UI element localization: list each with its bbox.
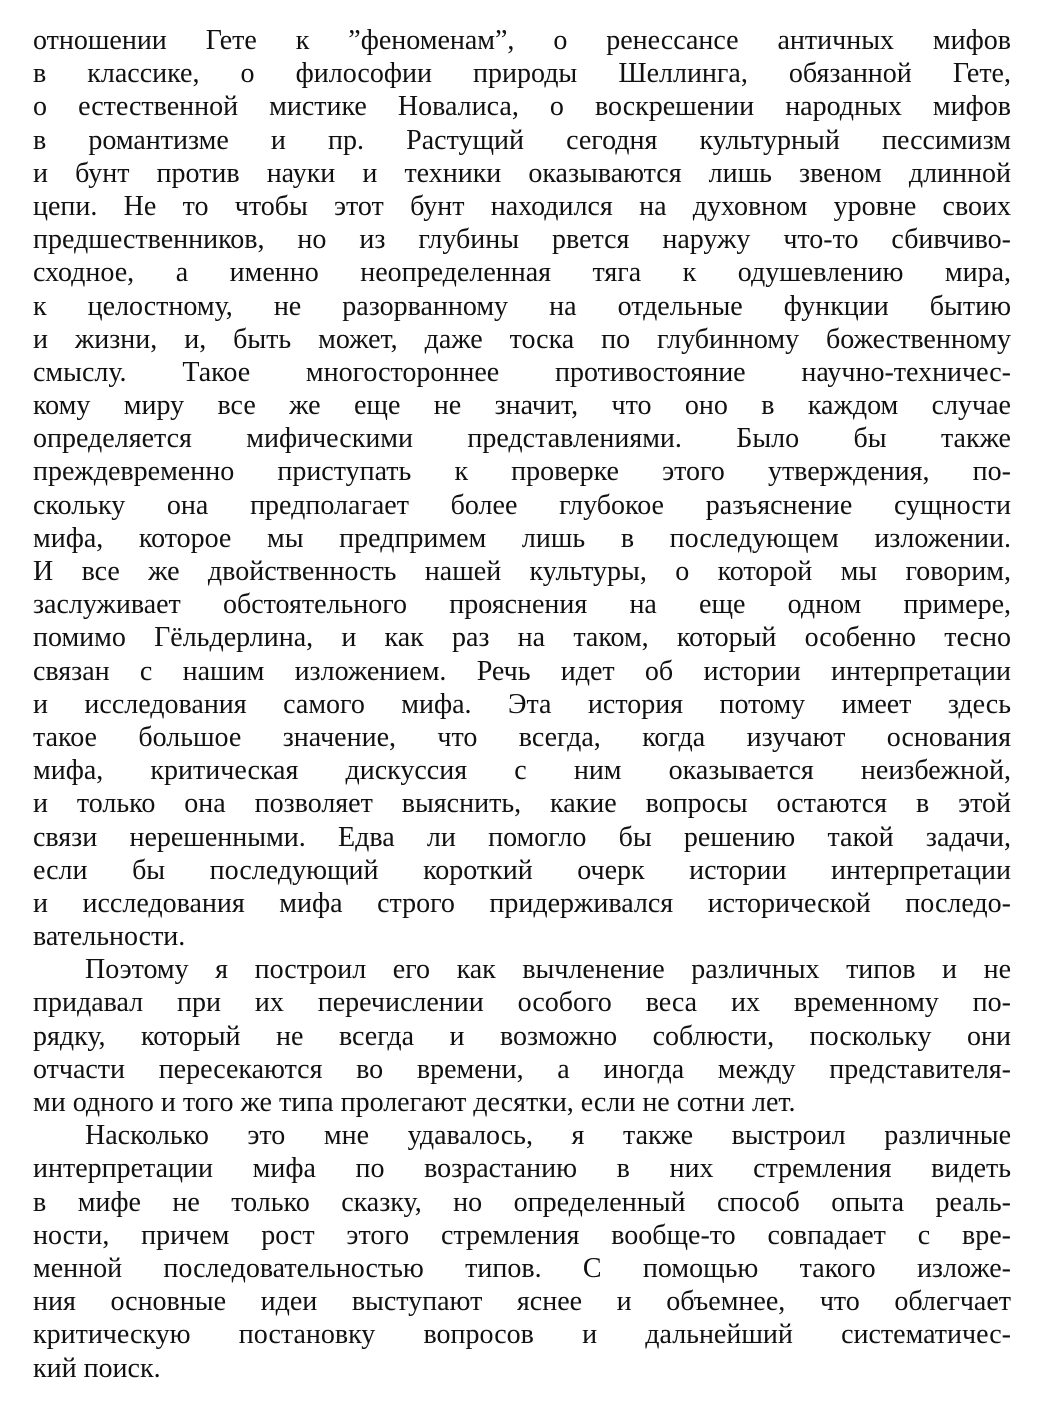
text-line: преждевременно приступать к проверке этого утверждения, по- (33, 456, 1011, 488)
text-line: предшественников, но из глубины рвется наружу что-то сбивчиво- (33, 224, 1011, 256)
text-line: рядку, который не всегда и возможно соблюсти, поскольку они (33, 1020, 1011, 1052)
paragraph-2 (33, 953, 1011, 1119)
text-line: связи нерешенными. Едва ли помогло бы решению такой задачи, (33, 821, 1011, 853)
paragraph-1 (33, 24, 1011, 953)
text-line: если бы последующий короткий очерк истории интерпретации (33, 854, 1011, 886)
text-line: И все же двойственность нашей культуры, о которой мы говорим, (33, 556, 1011, 587)
text-line: о естественной мистике Новалиса, о воскрешении народных мифов (33, 91, 1011, 123)
text-line: заслуживает обстоятельного прояснения на еще одном примере, (33, 589, 1011, 621)
text-line: Поэтому я построил его как вычленение различных типов и не (85, 954, 1011, 986)
text-line: к целостному, не разорванному на отдельные функции бытию (33, 290, 1011, 322)
text-line: критическую постановку вопросов и дальнейший систематичес- (33, 1319, 1011, 1351)
text-line: цепи. Не то чтобы этот бунт находился на духовном уровне своих (33, 190, 1011, 222)
text-line: менной последовательностью типов. С помощью такого изложе- (33, 1252, 1011, 1284)
text-line: отчасти пересекаются во времени, а иногда между представителя- (33, 1053, 1011, 1085)
text-line: интерпретации мифа по возрастанию в них стремления видеть (33, 1153, 1011, 1185)
text-line: мифа, критическая дискуссия с ним оказывается неизбежной, (33, 755, 1011, 787)
text-line: отношении Гете к ”феноменам”, о ренессансе античных мифов (33, 25, 1011, 56)
paragraph-3 (33, 1119, 1011, 1385)
text-line: и жизни, и, быть может, даже тоска по глубинному божественному (33, 323, 1011, 355)
text-line: Насколько это мне удавалось, я также выстроил различные (85, 1120, 1011, 1152)
text-line: вательности. (33, 921, 186, 953)
text-line: сходное, а именно неопределенная тяга к одушевлению мира, (33, 257, 1011, 289)
text-line: и исследования мифа строго придерживался исторической последо- (33, 887, 1011, 919)
text-line: кому миру все же еще не значит, что оно в каждом случае (33, 390, 1011, 422)
text-line: такое большое значение, что всегда, когда изучают основания (33, 721, 1011, 753)
text-line: скольку она предполагает более глубокое разъяснение сущности (33, 489, 1011, 521)
text-line: связан с нашим изложением. Речь идет об истории интерпретации (33, 655, 1011, 687)
text-line: в классике, о философии природы Шеллинга, обязанной Гете, (33, 58, 1011, 90)
text-line: смыслу. Такое многостороннее противостояние научно-техничес- (33, 356, 1011, 388)
text-line: и только она позволяет выяснить, какие вопросы остаются в этой (33, 788, 1011, 820)
text-line: и исследования самого мифа. Эта история потому имеет здесь (33, 688, 1011, 720)
text-line: ности, причем рост этого стремления вообще-то совпадает с вре- (33, 1219, 1011, 1251)
document-page (33, 24, 1011, 1385)
text-line: ми одного и того же типа пролегают десятки, если не сотни лет. (33, 1087, 796, 1118)
text-line: определяется мифическими представлениями. Было бы также (33, 423, 1011, 455)
text-line: в романтизме и пр. Растущий сегодня культурный пессимизм (33, 124, 1011, 156)
text-line: ния основные идеи выступают яснее и объемнее, что облегчает (33, 1286, 1011, 1318)
text-line: придавал при их перечислении особого веса их временному по- (33, 987, 1011, 1019)
text-line: мифа, которое мы предпримем лишь в последующем изложении. (33, 522, 1011, 554)
text-line: помимо Гёльдерлина, и как раз на таком, который особенно тесно (33, 622, 1011, 654)
text-line: в мифе не только сказку, но определенный способ опыта реаль- (33, 1186, 1011, 1218)
text-line: кий поиск. (33, 1352, 161, 1384)
text-line: и бунт против науки и техники оказываются лишь звеном длинной (33, 157, 1011, 189)
